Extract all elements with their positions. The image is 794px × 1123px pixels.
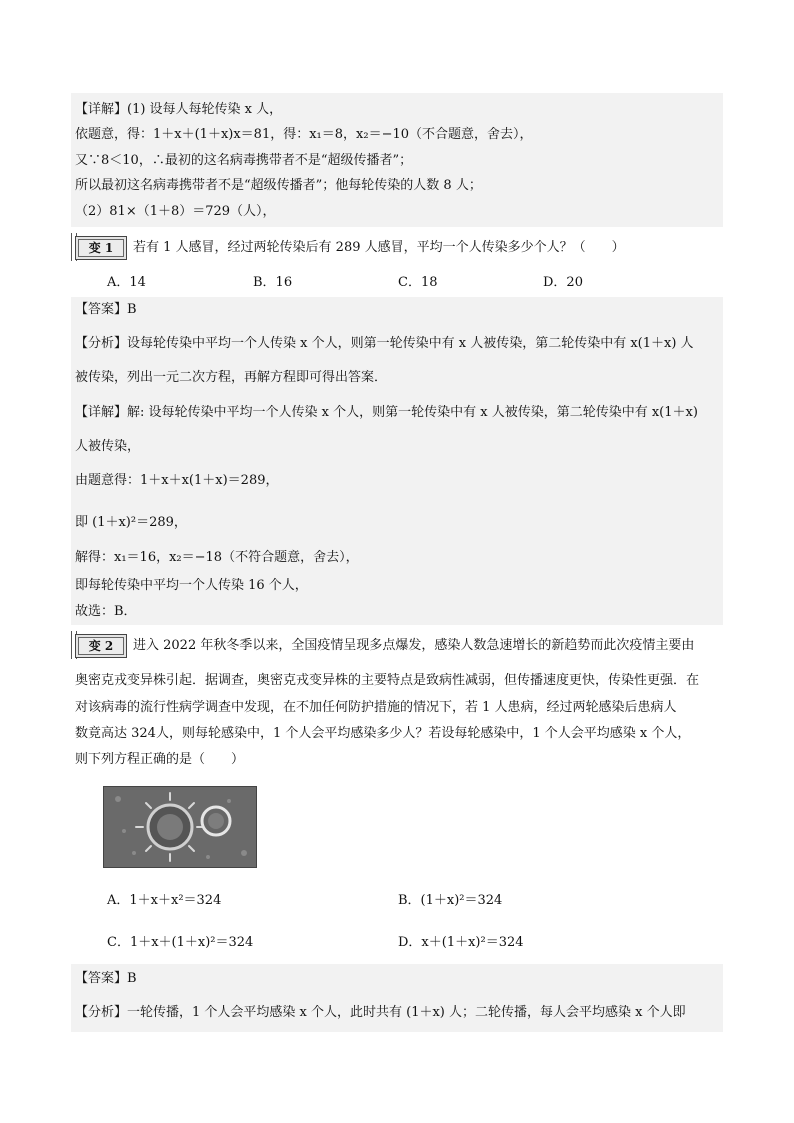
question-2-line-3: 对该病毒的流行性病学调查中发现，在不加任何防护措施的情况下，若 1 人患病，经过两轮感染后患病人: [75, 700, 677, 715]
detail-line-5: （2）81×（1＋8）＝729（人），: [75, 204, 276, 219]
question-2-line-4: 数竟高达 324人，则每轮感染中，1 个人会平均感染多少人？若设每轮感染中，1 个人会平均感染 x 个人，: [75, 726, 691, 741]
option-c: C．18: [398, 275, 438, 290]
option-2b: B．(1＋x)²＝324: [398, 893, 503, 908]
option-b: B．16: [253, 275, 293, 290]
detail-b1-line-2: 人被传染，: [75, 439, 141, 454]
option-d: D．20: [543, 275, 583, 290]
detail-line-3: 又∵8＜10，∴最初的这名病毒携带者不是“超级传播者”；: [75, 153, 413, 168]
question-2-line-2: 奥密克戎变异株引起．据调查，奥密克戎变异株的主要特点是致病性减弱，但传播速度更快，传染性更强．在: [75, 673, 700, 688]
detail-b1-line-7: 故选：B．: [75, 604, 137, 619]
variant-badge-1: 变 1: [75, 236, 127, 260]
question-2-line-5: 则下列方程正确的是（ ）: [75, 752, 245, 767]
detail-b1-line-1: 【详解】解: 设每轮传染中平均一个人传染 x 个人，则第一轮传染中有 x 人被传染，第二轮传染中有 x(1＋x): [75, 405, 698, 420]
option-2d: D．x＋(1＋x)²＝324: [398, 935, 524, 950]
virus-image: [103, 786, 257, 868]
detail-b1-line-6: 即每轮传染中平均一个人传染 16 个人，: [75, 578, 308, 593]
detail-line-4: 所以最初这名病毒携带者不是“超级传播者”；他每轮传染的人数 8 人；: [75, 178, 482, 193]
option-a: A．14: [107, 275, 146, 290]
option-2c: C．1＋x＋(1＋x)²＝324: [107, 935, 254, 950]
question-2-line-1: 进入 2022 年秋冬季以来，全国疫情呈现多点爆发，感染人数急速增长的新趋势而此次疫情主要由: [133, 638, 695, 653]
analysis-line-2: 被传染，列出一元二次方程，再解方程即可得出答案．: [75, 370, 388, 385]
detail-b1-line-3: 由题意得：1＋x＋x(1＋x)＝289，: [75, 473, 279, 488]
detail-line-1: 【详解】(1) 设每人每轮传染 x 人，: [75, 102, 283, 117]
detail-b1-line-4: 即 (1＋x)²＝289，: [75, 515, 187, 530]
analysis-2-line-1: 【分析】一轮传播，1 个人会平均感染 x 个人，此时共有 (1＋x) 人；二轮传播，每人会平均感染 x 个人即: [75, 1005, 686, 1020]
variant-badge-2: 变 2: [75, 634, 127, 658]
detail-b1-line-5: 解得：x₁＝16，x₂＝−18（不符合题意，舍去），: [75, 550, 359, 565]
analysis-line-1: 【分析】设每轮传染中平均一个人传染 x 个人，则第一轮传染中有 x 人被传染，第二轮传染中有 x(1＋x) 人: [75, 336, 694, 351]
option-2a: A．1＋x＋x²＝324: [107, 893, 222, 908]
answer-label-2: 【答案】B: [75, 971, 137, 986]
answer-label-1: 【答案】B: [75, 302, 137, 317]
question-1: 若有 1 人感冒，经过两轮传染后有 289 人感冒，平均一个人传染多少个人？（ ）: [133, 240, 625, 255]
detail-line-2: 依题意，得：1＋x＋(1＋x)x＝81，得：x₁＝8，x₂＝−10（不合题意，舍去），: [75, 127, 533, 142]
